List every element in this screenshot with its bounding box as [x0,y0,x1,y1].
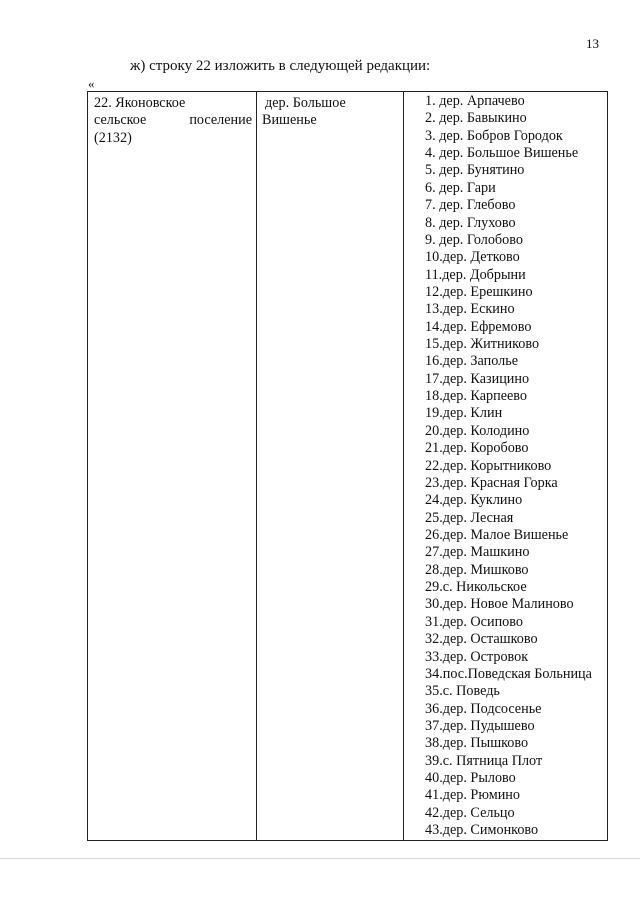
locality-item: 40.дер. Рылово [425,770,516,787]
locality-item: 11.дер. Добрыни [425,266,526,283]
locality-item: 17.дер. Казицино [425,370,530,387]
locality-item: 5. дер. Бунятино [425,162,525,179]
locality-item: 14.дер. Ефремово [425,318,532,335]
locality-item: 27.дер. Машкино [425,544,530,561]
locality-item: 1. дер. Арпачево [425,93,525,109]
locality-item: 42.дер. Сельцо [425,804,515,821]
locality-item: 20.дер. Колодино [425,422,530,439]
locality-item: 41.дер. Рюмино [425,787,520,804]
locality-item: 6. дер. Гари [425,179,496,196]
admin-center-line1: дер. Большое [265,95,346,111]
locality-item: 34.пос.Поведская Больница [425,665,592,682]
locality-item: 30.дер. Новое Малиново [425,596,574,613]
amendment-intro: ж) строку 22 изложить в следующей редакции: [130,58,431,74]
locality-item: 18.дер. Карпеево [425,388,527,405]
locality-item: 8. дер. Глухово [425,214,516,231]
page-bottom-rule [0,858,640,859]
locality-item: 25.дер. Лесная [425,509,514,526]
locality-item: 9. дер. Голобово [425,231,523,248]
locality-item: 37.дер. Пудышево [425,717,535,734]
locality-item: 3. дер. Бобров Городок [425,127,563,144]
locality-item: 33.дер. Островок [425,648,529,665]
locality-item: 2. дер. Бавыкино [425,110,527,127]
locality-item: 4. дер. Большое Вишенье [425,145,579,162]
opening-quote: « [88,76,95,91]
settlement-table [87,91,608,841]
admin-center-cell [257,92,404,841]
locality-item: 28.дер. Мишково [425,561,529,578]
locality-item: 39.с. Пятница Плот [425,752,543,769]
settlement-name-line1: 22. Яконовское [94,95,186,111]
admin-center-line2: Вишенье [262,112,317,129]
locality-item: 31.дер. Осипово [425,613,523,630]
locality-item: 38.дер. Пышково [425,735,529,752]
locality-item: 36.дер. Подсосенье [425,700,542,717]
locality-item: 12.дер. Ерешкино [425,283,533,300]
locality-item: 16.дер. Заполье [425,353,519,370]
localities-cell [404,92,608,841]
locality-item: 22.дер. Корытниково [425,457,552,474]
locality-item: 19.дер. Клин [425,405,503,422]
locality-item: 7. дер. Глебово [425,197,516,214]
locality-item: 26.дер. Малое Вишенье [425,526,569,543]
locality-item: 24.дер. Куклино [425,492,523,509]
locality-item: 13.дер. Ескино [425,301,515,318]
page-number: 13 [586,36,599,51]
locality-item: 10.дер. Детково [425,249,520,266]
locality-item: 23.дер. Красная Горка [425,474,558,491]
locality-item: 32.дер. Осташково [425,631,538,648]
locality-item: 29.с. Никольское [425,579,527,596]
settlement-name-line2: сельское поселение [94,112,252,129]
locality-item: 15.дер. Житниково [425,336,540,353]
settlement-cell [88,92,257,841]
locality-item: 35.с. Поведь [425,683,500,700]
table-row [88,92,608,841]
locality-list [404,92,607,839]
locality-item: 43.дер. Симонково [425,822,539,839]
locality-item: 21.дер. Коробово [425,440,529,457]
settlement-code: (2132) [94,129,132,146]
